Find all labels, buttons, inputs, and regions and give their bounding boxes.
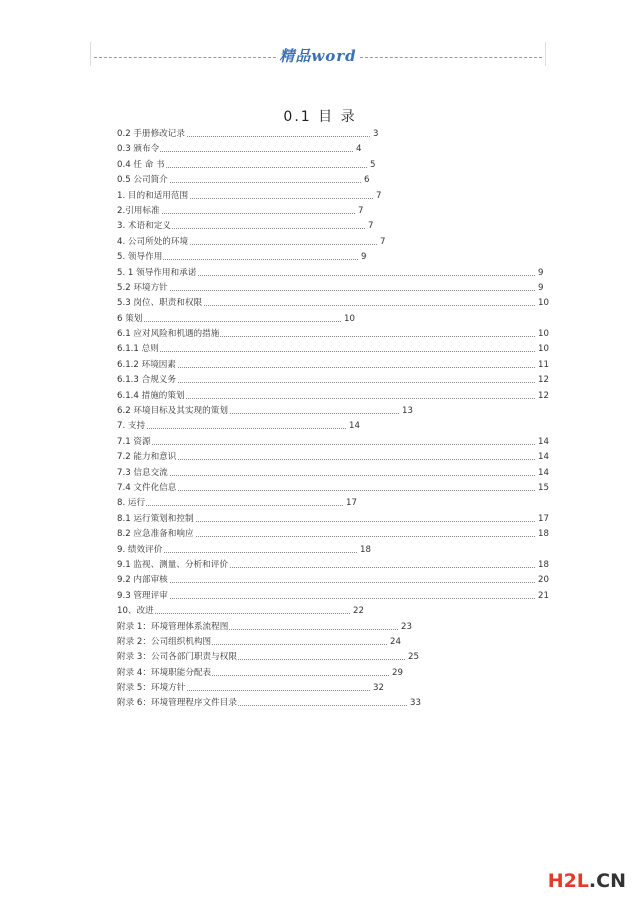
toc-entry-page: 7 xyxy=(375,189,381,204)
toc-entry[interactable] xyxy=(117,142,545,157)
toc-entry-label: 8.2 应急准备和响应 xyxy=(117,527,195,542)
toc-entry-page: 18 xyxy=(359,543,371,558)
toc-entry-page: 18 xyxy=(537,558,549,573)
toc-entry-page: 33 xyxy=(409,696,421,711)
toc-leader-dots xyxy=(117,505,343,506)
toc-entry-page: 7 xyxy=(357,204,363,219)
toc-entry-label: 7.4 文件化信息 xyxy=(117,481,177,496)
toc-entry[interactable] xyxy=(117,389,549,404)
toc-entry-label: 4. 公司所处的环境 xyxy=(117,235,189,250)
header-right-edge xyxy=(545,42,546,66)
toc-entry-page: 11 xyxy=(537,358,549,373)
toc-leader-dots xyxy=(117,475,535,476)
toc-entry[interactable] xyxy=(117,327,549,342)
watermark-part-b: .CN xyxy=(588,870,626,892)
toc-entry[interactable] xyxy=(117,173,545,188)
toc-entry-label: 6.1.3 合规义务 xyxy=(117,373,177,388)
toc-entry[interactable] xyxy=(117,604,545,619)
toc-entry[interactable] xyxy=(117,450,549,465)
toc-entry[interactable] xyxy=(117,589,549,604)
toc-entry-page: 25 xyxy=(407,650,419,665)
toc-entry[interactable] xyxy=(117,296,549,311)
toc-entry-page: 22 xyxy=(352,604,364,619)
toc-entry[interactable] xyxy=(117,419,545,434)
toc-entry-label: 0.5 公司简介 xyxy=(117,173,169,188)
toc-entry-page: 21 xyxy=(537,589,549,604)
toc-entry-page: 10 xyxy=(537,342,549,357)
toc-entry-label: 5. 领导作用 xyxy=(117,250,163,265)
toc-entry-page: 4 xyxy=(355,142,361,157)
toc-entry-label: 0.2 手册修改记录 xyxy=(117,127,186,142)
toc-leader-dots xyxy=(117,367,535,368)
toc-entry[interactable] xyxy=(117,573,549,588)
toc-entry-label: 7. 支持 xyxy=(117,419,146,434)
toc-entry[interactable] xyxy=(117,281,545,296)
toc-entry-label: 附录 5：环境方针 xyxy=(117,681,186,696)
toc-entry-page: 10 xyxy=(343,312,355,327)
toc-entry[interactable] xyxy=(117,435,549,450)
toc-entry[interactable] xyxy=(117,666,545,681)
toc-entry-page: 20 xyxy=(537,573,549,588)
toc-entry[interactable] xyxy=(117,250,545,265)
toc-leader-dots xyxy=(117,444,535,445)
toc-entry[interactable] xyxy=(117,312,545,327)
toc-entry-label: 9.1 监视、测量、分析和评价 xyxy=(117,558,229,573)
toc-entry-label: 附录 1：环境管理体系流程图 xyxy=(117,620,229,635)
toc-entry[interactable] xyxy=(117,127,545,142)
toc-entry-label: 7.3 信息交流 xyxy=(117,466,169,481)
toc-entry-label: 7.2 能力和意识 xyxy=(117,450,177,465)
toc-entry-label: 6.1.2 环境因素 xyxy=(117,358,177,373)
toc-entry[interactable] xyxy=(117,496,545,511)
toc-entry-label: 附录 4：环境职能分配表 xyxy=(117,666,212,681)
toc-entry[interactable] xyxy=(117,266,545,281)
toc-entry-label: 附录 6：环境管理程序文件目录 xyxy=(117,696,238,711)
table-of-contents xyxy=(117,127,549,712)
toc-entry-label: 6.1 应对风险和机遇的措施 xyxy=(117,327,220,342)
toc-entry-page: 14 xyxy=(348,419,360,434)
toc-leader-dots xyxy=(117,459,535,460)
toc-entry-page: 17 xyxy=(537,512,549,527)
toc-entry-page: 3 xyxy=(372,127,378,142)
toc-entry-page: 6 xyxy=(363,173,369,188)
toc-entry-label: 5.3 岗位、职责和权限 xyxy=(117,296,203,311)
toc-entry-page: 14 xyxy=(537,435,549,450)
toc-entry[interactable] xyxy=(117,650,545,665)
toc-entry-label: 9.2 内部审核 xyxy=(117,573,169,588)
toc-entry[interactable] xyxy=(117,558,549,573)
toc-entry[interactable] xyxy=(117,635,545,650)
toc-title: 0.1 目 录 xyxy=(283,109,357,125)
toc-entry-label: 5. 1 领导作用和承诺 xyxy=(117,266,197,281)
toc-entry[interactable] xyxy=(117,158,545,173)
toc-entry-label: 8. 运行 xyxy=(117,496,146,511)
header-title: 精品word xyxy=(279,47,357,65)
toc-leader-dots xyxy=(117,598,535,599)
toc-entry-page: 10 xyxy=(537,296,549,311)
header-right-rule xyxy=(360,57,542,58)
page-header xyxy=(90,40,546,70)
toc-entry-page: 9 xyxy=(537,281,543,296)
toc-entry[interactable] xyxy=(117,481,549,496)
toc-entry-page: 7 xyxy=(379,235,385,250)
toc-entry[interactable] xyxy=(117,189,545,204)
toc-entry-page: 14 xyxy=(537,450,549,465)
toc-entry[interactable] xyxy=(117,235,545,250)
toc-entry-label: 6.1.4 措施的策划 xyxy=(117,389,186,404)
toc-entry-label: 6.2 环境目标及其实现的策划 xyxy=(117,404,229,419)
header-left-rule xyxy=(94,57,276,58)
toc-entry-label: 8.1 运行策划和控制 xyxy=(117,512,195,527)
toc-entry-page: 14 xyxy=(537,466,549,481)
toc-leader-dots xyxy=(117,351,535,352)
watermark-part-a: H2L xyxy=(547,870,589,892)
toc-entry[interactable] xyxy=(117,219,545,234)
toc-leader-dots xyxy=(117,490,535,491)
toc-entry-page: 10 xyxy=(537,327,549,342)
toc-entry-page: 7 xyxy=(367,219,373,234)
toc-leader-dots xyxy=(117,290,535,291)
toc-entry-page: 12 xyxy=(537,373,549,388)
toc-leader-dots xyxy=(117,428,346,429)
toc-entry-label: 9.3 管理评审 xyxy=(117,589,169,604)
toc-entry-page: 9 xyxy=(360,250,366,265)
toc-entry-label: 7.1 资源 xyxy=(117,435,152,450)
toc-entry[interactable] xyxy=(117,204,545,219)
toc-entry-page: 24 xyxy=(389,635,401,650)
toc-entry-label: 5.2 环境方针 xyxy=(117,281,169,296)
toc-entry[interactable] xyxy=(117,620,545,635)
toc-leader-dots xyxy=(117,582,535,583)
toc-entry[interactable] xyxy=(117,543,545,558)
toc-entry-label: 6.1.1 总则 xyxy=(117,342,160,357)
toc-entry-label: 9. 绩效评价 xyxy=(117,543,163,558)
toc-entry-label: 6 策划 xyxy=(117,312,143,327)
toc-leader-dots xyxy=(117,321,341,322)
toc-entry-label: 0.4 任 命 书 xyxy=(117,158,166,173)
toc-entry-page: 32 xyxy=(372,681,384,696)
toc-entry-label: 10、改进 xyxy=(117,604,155,619)
toc-entry[interactable] xyxy=(117,696,545,711)
toc-entry-label: 3. 术语和定义 xyxy=(117,219,172,234)
toc-entry[interactable] xyxy=(117,404,545,419)
toc-leader-dots xyxy=(117,382,535,383)
toc-entry-label: 附录 2：公司组织机构图 xyxy=(117,635,212,650)
toc-entry-page: 12 xyxy=(537,389,549,404)
toc-entry-label: 2.引用标准 xyxy=(117,204,161,219)
toc-entry-label: 0.3 颁布令 xyxy=(117,142,160,157)
toc-entry-page: 5 xyxy=(369,158,375,173)
toc-entry[interactable] xyxy=(117,358,549,373)
toc-entry-page: 13 xyxy=(401,404,413,419)
toc-entry-label: 附录 3：公司各部门职责与权限 xyxy=(117,650,238,665)
toc-entry[interactable] xyxy=(117,373,549,388)
toc-entry[interactable] xyxy=(117,466,549,481)
toc-entry-label: 1. 目的和适用范围 xyxy=(117,189,189,204)
toc-entry-page: 17 xyxy=(345,496,357,511)
toc-entry-page: 18 xyxy=(537,527,549,542)
toc-entry[interactable] xyxy=(117,527,549,542)
toc-entry-page: 23 xyxy=(400,620,412,635)
toc-entry[interactable] xyxy=(117,681,545,696)
toc-entry[interactable] xyxy=(117,342,549,357)
header-left-edge xyxy=(90,42,91,66)
toc-entry-page: 29 xyxy=(391,666,403,681)
toc-entry-page: 15 xyxy=(537,481,549,496)
toc-entry-page: 9 xyxy=(537,266,543,281)
site-watermark xyxy=(548,870,626,892)
toc-entry[interactable] xyxy=(117,512,549,527)
